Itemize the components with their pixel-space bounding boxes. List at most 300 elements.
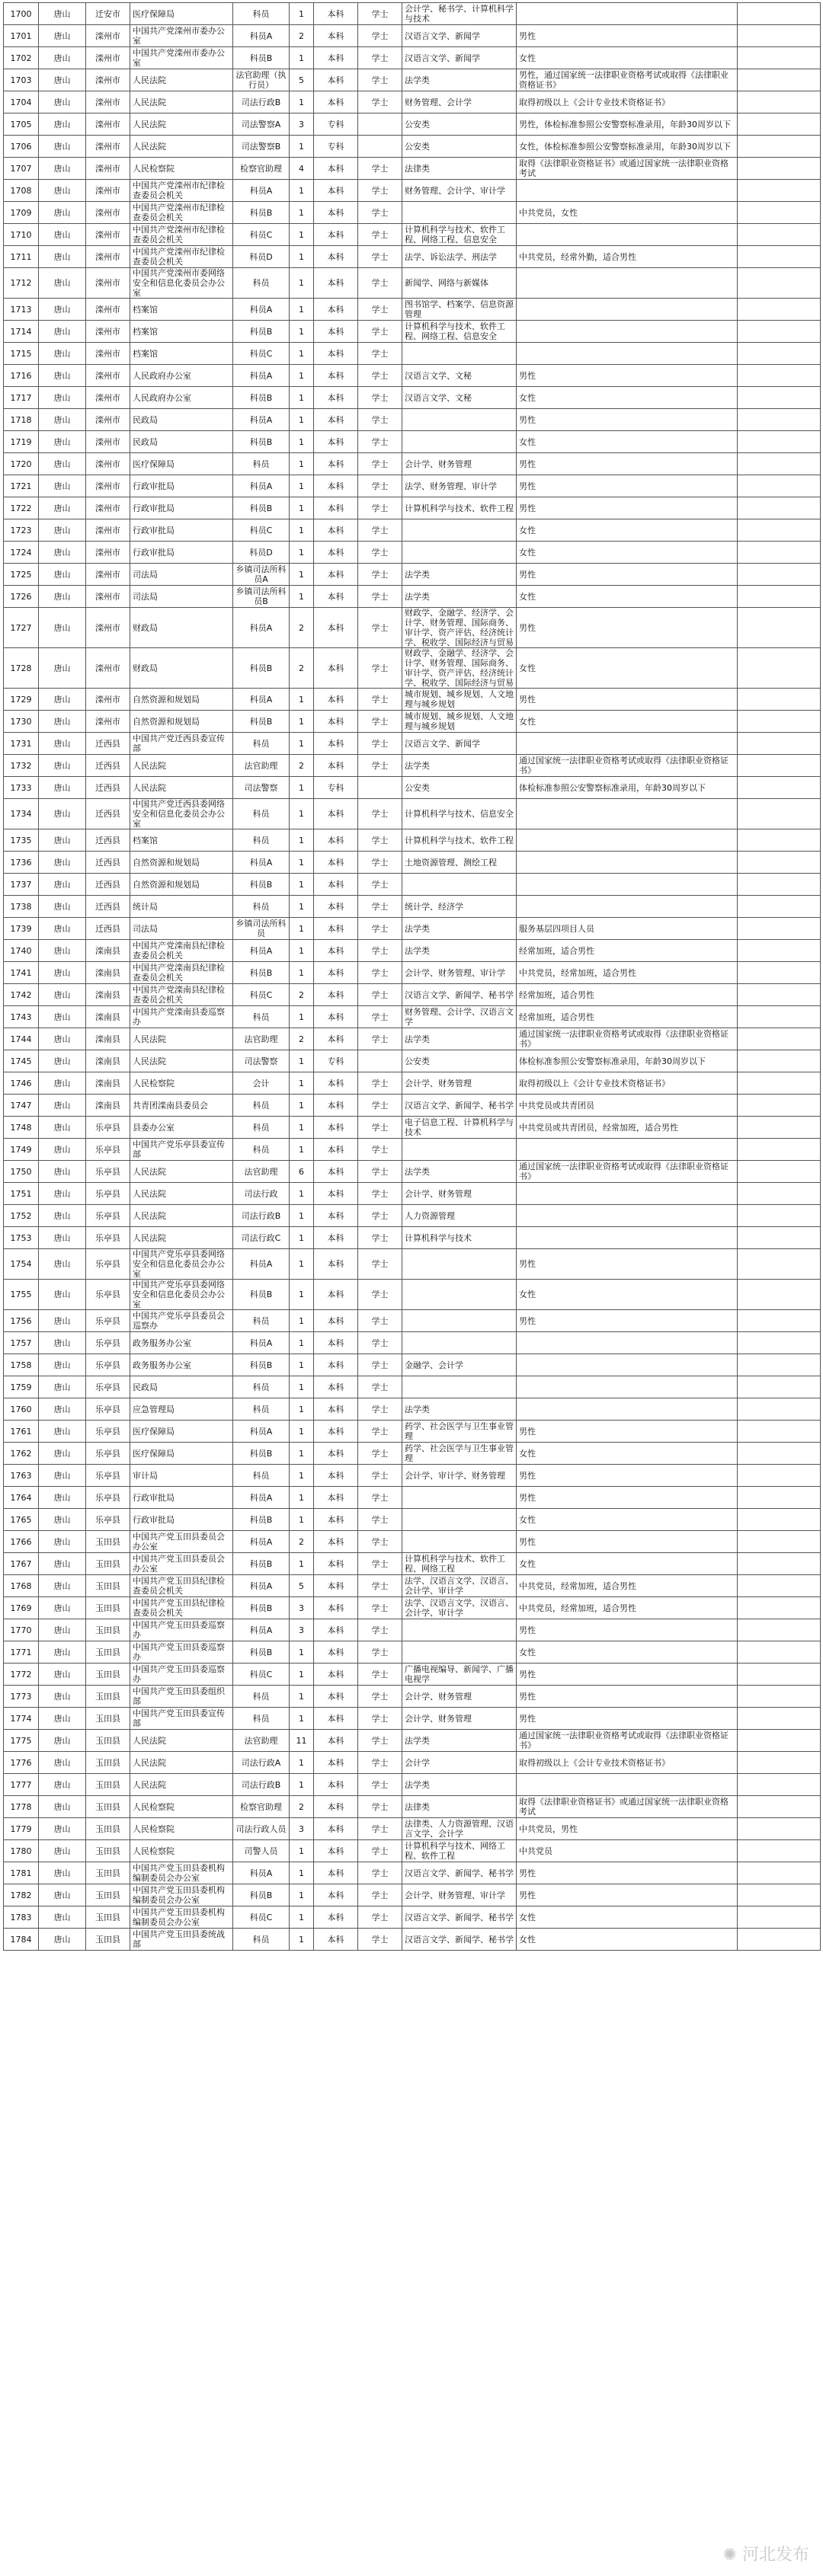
cell-education: 本科 (314, 1139, 358, 1161)
cell-row-id: 1731 (4, 733, 39, 755)
cell-agency: 人民检察院 (130, 1072, 233, 1095)
cell-row-id: 1703 (4, 69, 39, 91)
cell-row-id: 1740 (4, 940, 39, 962)
cell-agency: 人民法院 (130, 1183, 233, 1205)
cell-agency: 人民法院 (130, 1050, 233, 1072)
cell-education: 本科 (314, 711, 358, 733)
table-row (4, 1376, 821, 1398)
cell-city: 唐山 (39, 1095, 86, 1117)
cell-note (738, 1398, 821, 1421)
cell-city: 唐山 (39, 1421, 86, 1443)
cell-city: 唐山 (39, 1929, 86, 1951)
cell-degree: 学士 (358, 586, 402, 608)
table-row (4, 453, 821, 475)
cell-agency: 中国共产党滦南县纪律检查委员会机关 (130, 962, 233, 984)
cell-requirements (517, 1332, 738, 1354)
cell-county: 乐亭县 (86, 1443, 130, 1465)
cell-headcount: 1 (290, 1664, 314, 1686)
cell-city: 唐山 (39, 1280, 86, 1310)
cell-county: 玉田县 (86, 1619, 130, 1641)
cell-education: 本科 (314, 755, 358, 777)
table-row (4, 1161, 821, 1183)
cell-note (738, 1796, 821, 1818)
cell-position: 司法行政B (233, 1774, 290, 1796)
cell-agency: 人民法院 (130, 1774, 233, 1796)
cell-headcount: 1 (290, 1884, 314, 1906)
cell-city: 唐山 (39, 69, 86, 91)
cell-education: 本科 (314, 1906, 358, 1929)
cell-city: 唐山 (39, 202, 86, 224)
cell-row-id: 1764 (4, 1487, 39, 1509)
cell-row-id: 1743 (4, 1006, 39, 1028)
cell-county: 玉田县 (86, 1641, 130, 1664)
cell-agency: 人民检察院 (130, 158, 233, 180)
cell-city: 唐山 (39, 1774, 86, 1796)
cell-row-id: 1763 (4, 1465, 39, 1487)
cell-headcount: 1 (290, 1249, 314, 1280)
cell-major: 法律类 (402, 158, 517, 180)
cell-row-id: 1718 (4, 409, 39, 431)
cell-major: 新闻学、网络与新媒体 (402, 268, 517, 299)
cell-position: 司警人员 (233, 1840, 290, 1862)
watermark (723, 2542, 809, 2565)
cell-major (402, 542, 517, 564)
cell-headcount: 3 (290, 113, 314, 136)
cell-city: 唐山 (39, 409, 86, 431)
cell-county: 迁西县 (86, 918, 130, 940)
cell-requirements: 女性，体检标准参照公安警察标准录用，年龄30周岁以下 (517, 136, 738, 158)
cell-city: 唐山 (39, 1183, 86, 1205)
cell-county: 滦州市 (86, 202, 130, 224)
cell-major: 汉语言文学、新闻学、秘书学 (402, 1095, 517, 1117)
cell-agency: 医疗保障局 (130, 453, 233, 475)
cell-headcount: 1 (290, 962, 314, 984)
table-row (4, 852, 821, 874)
cell-agency: 中国共产党玉田县纪律检查委员会机关 (130, 1597, 233, 1619)
cell-requirements: 男性 (517, 365, 738, 387)
cell-degree: 学士 (358, 180, 402, 202)
cell-note (738, 1028, 821, 1050)
cell-note (738, 586, 821, 608)
cell-headcount: 2 (290, 648, 314, 689)
table-row (4, 1421, 821, 1443)
cell-major (402, 1249, 517, 1280)
cell-city: 唐山 (39, 1664, 86, 1686)
cell-note (738, 69, 821, 91)
cell-degree: 学士 (358, 1280, 402, 1310)
cell-headcount: 1 (290, 453, 314, 475)
cell-education: 本科 (314, 1884, 358, 1906)
cell-agency: 中国共产党玉田县委员会办公室 (130, 1553, 233, 1575)
cell-city: 唐山 (39, 136, 86, 158)
table-row (4, 586, 821, 608)
cell-degree: 学士 (358, 711, 402, 733)
cell-agency: 县委办公室 (130, 1117, 233, 1139)
cell-position: 司法警察 (233, 1050, 290, 1072)
cell-county: 玉田县 (86, 1818, 130, 1840)
cell-agency: 档案馆 (130, 299, 233, 321)
cell-degree: 学士 (358, 648, 402, 689)
cell-requirements: 中共党员，经常外勤，适合男性 (517, 246, 738, 268)
cell-education: 本科 (314, 1310, 358, 1332)
cell-degree: 学士 (358, 689, 402, 711)
cell-note (738, 962, 821, 984)
cell-degree: 学士 (358, 940, 402, 962)
cell-city: 唐山 (39, 1619, 86, 1641)
table-row (4, 1443, 821, 1465)
cell-agency: 自然资源和规划局 (130, 874, 233, 896)
cell-education: 本科 (314, 246, 358, 268)
cell-row-id: 1738 (4, 896, 39, 918)
cell-degree: 学士 (358, 1310, 402, 1332)
cell-position: 科员B (233, 648, 290, 689)
cell-major: 法学类 (402, 1028, 517, 1050)
cell-county: 乐亭县 (86, 1310, 130, 1332)
cell-headcount: 1 (290, 542, 314, 564)
cell-position: 科员A (233, 180, 290, 202)
table-row (4, 1398, 821, 1421)
table-row (4, 1050, 821, 1072)
cell-education: 本科 (314, 542, 358, 564)
cell-note (738, 246, 821, 268)
cell-requirements: 男性 (517, 689, 738, 711)
cell-city: 唐山 (39, 984, 86, 1006)
cell-position: 会计 (233, 1072, 290, 1095)
cell-note (738, 1929, 821, 1951)
cell-row-id: 1768 (4, 1575, 39, 1597)
cell-row-id: 1783 (4, 1906, 39, 1929)
cell-city: 唐山 (39, 1862, 86, 1884)
table-row (4, 1641, 821, 1664)
cell-position: 司法行政B (233, 91, 290, 113)
cell-degree: 学士 (358, 1095, 402, 1117)
cell-row-id: 1773 (4, 1686, 39, 1708)
cell-education: 本科 (314, 984, 358, 1006)
cell-row-id: 1719 (4, 431, 39, 453)
cell-row-id: 1759 (4, 1376, 39, 1398)
cell-note (738, 733, 821, 755)
cell-headcount: 1 (290, 1332, 314, 1354)
cell-position: 科员C (233, 1664, 290, 1686)
cell-requirements: 男性 (517, 1619, 738, 1641)
cell-note (738, 542, 821, 564)
cell-requirements (517, 829, 738, 852)
cell-row-id: 1781 (4, 1862, 39, 1884)
cell-position: 科员B (233, 1641, 290, 1664)
cell-row-id: 1732 (4, 755, 39, 777)
cell-note (738, 1161, 821, 1183)
cell-headcount: 2 (290, 755, 314, 777)
cell-position: 司法行政C (233, 1227, 290, 1249)
cell-note (738, 896, 821, 918)
cell-requirements: 中共党员，男性 (517, 1818, 738, 1840)
cell-major: 法学类 (402, 1730, 517, 1752)
cell-position: 科员A (233, 689, 290, 711)
cell-row-id: 1713 (4, 299, 39, 321)
cell-city: 唐山 (39, 586, 86, 608)
cell-requirements: 男性 (517, 1465, 738, 1487)
cell-agency: 中国共产党玉田县委宣传部 (130, 1708, 233, 1730)
cell-agency: 中国共产党玉田县委巡察办 (130, 1619, 233, 1641)
cell-county: 滦州市 (86, 113, 130, 136)
cell-degree: 学士 (358, 1183, 402, 1205)
cell-note (738, 1686, 821, 1708)
cell-education: 本科 (314, 1641, 358, 1664)
cell-education: 本科 (314, 1072, 358, 1095)
table-row (4, 343, 821, 365)
cell-agency: 档案馆 (130, 321, 233, 343)
cell-headcount: 2 (290, 25, 314, 47)
table-row (4, 365, 821, 387)
cell-county: 玉田县 (86, 1730, 130, 1752)
cell-requirements (517, 268, 738, 299)
cell-agency: 人民法院 (130, 777, 233, 799)
cell-education: 本科 (314, 1752, 358, 1774)
cell-major: 会计学、财务管理 (402, 1686, 517, 1708)
cell-education: 专科 (314, 777, 358, 799)
cell-education: 本科 (314, 1161, 358, 1183)
cell-position: 科员B (233, 47, 290, 69)
cell-education: 本科 (314, 1597, 358, 1619)
cell-education: 本科 (314, 1465, 358, 1487)
table-row (4, 1906, 821, 1929)
table-row (4, 799, 821, 829)
cell-education: 本科 (314, 268, 358, 299)
cell-city: 唐山 (39, 343, 86, 365)
cell-headcount: 1 (290, 1227, 314, 1249)
cell-education: 本科 (314, 409, 358, 431)
cell-degree: 学士 (358, 829, 402, 852)
cell-city: 唐山 (39, 777, 86, 799)
cell-row-id: 1710 (4, 224, 39, 246)
cell-city: 唐山 (39, 246, 86, 268)
table-row (4, 1205, 821, 1227)
cell-position: 科员C (233, 984, 290, 1006)
cell-major (402, 1641, 517, 1664)
table-row (4, 1730, 821, 1752)
cell-education: 本科 (314, 1531, 358, 1553)
cell-note (738, 1884, 821, 1906)
cell-requirements: 男性 (517, 1421, 738, 1443)
table-row (4, 1840, 821, 1862)
cell-headcount: 1 (290, 246, 314, 268)
cell-agency: 共青团滦南县委员会 (130, 1095, 233, 1117)
cell-agency: 人民法院 (130, 1227, 233, 1249)
cell-city: 唐山 (39, 1487, 86, 1509)
cell-degree: 学士 (358, 1227, 402, 1249)
cell-degree: 学士 (358, 475, 402, 497)
cell-major: 汉语言文学、新闻学、秘书学 (402, 1929, 517, 1951)
cell-city: 唐山 (39, 1686, 86, 1708)
cell-note (738, 1465, 821, 1487)
cell-degree: 学士 (358, 1465, 402, 1487)
cell-row-id: 1750 (4, 1161, 39, 1183)
cell-city: 唐山 (39, 47, 86, 69)
cell-major: 法学、财务管理、审计学 (402, 475, 517, 497)
cell-agency: 财政局 (130, 648, 233, 689)
cell-major: 计算机科学与技术、软件工程 (402, 497, 517, 519)
cell-city: 唐山 (39, 1906, 86, 1929)
cell-county: 滦州市 (86, 648, 130, 689)
cell-requirements: 中共党员 (517, 1840, 738, 1862)
cell-city: 唐山 (39, 1443, 86, 1465)
table-row (4, 1006, 821, 1028)
cell-agency: 自然资源和规划局 (130, 689, 233, 711)
cell-row-id: 1705 (4, 113, 39, 136)
cell-city: 唐山 (39, 1050, 86, 1072)
cell-degree: 学士 (358, 1641, 402, 1664)
table-row (4, 755, 821, 777)
cell-row-id: 1776 (4, 1752, 39, 1774)
cell-major: 法学类 (402, 69, 517, 91)
cell-headcount: 1 (290, 202, 314, 224)
cell-county: 滦南县 (86, 1050, 130, 1072)
cell-agency: 医疗保障局 (130, 1443, 233, 1465)
cell-position: 科员B (233, 1509, 290, 1531)
cell-requirements: 体检标准参照公安警察标准录用，年龄30周岁以下 (517, 1050, 738, 1072)
cell-education: 本科 (314, 1686, 358, 1708)
cell-major: 法学类 (402, 755, 517, 777)
cell-headcount: 1 (290, 1686, 314, 1708)
cell-major: 财务管理、会计学 (402, 91, 517, 113)
cell-note (738, 608, 821, 648)
cell-education: 专科 (314, 1050, 358, 1072)
cell-position: 科员D (233, 246, 290, 268)
cell-major: 汉语言文学、新闻学 (402, 47, 517, 69)
cell-position: 科员 (233, 1095, 290, 1117)
cell-agency: 行政审批局 (130, 475, 233, 497)
cell-row-id: 1758 (4, 1354, 39, 1376)
table-row (4, 113, 821, 136)
cell-requirements (517, 1354, 738, 1376)
cell-headcount: 1 (290, 497, 314, 519)
cell-degree: 学士 (358, 1619, 402, 1641)
cell-county: 乐亭县 (86, 1205, 130, 1227)
cell-agency: 人民政府办公室 (130, 365, 233, 387)
cell-major (402, 1619, 517, 1641)
cell-requirements: 取得初级以上《会计专业技术资格证书》 (517, 91, 738, 113)
cell-headcount: 3 (290, 1619, 314, 1641)
cell-row-id: 1709 (4, 202, 39, 224)
cell-position: 科员B (233, 874, 290, 896)
cell-agency: 人民法院 (130, 1752, 233, 1774)
cell-degree: 学士 (358, 1818, 402, 1840)
cell-agency: 中国共产党玉田县委组织部 (130, 1686, 233, 1708)
cell-note (738, 343, 821, 365)
cell-city: 唐山 (39, 874, 86, 896)
table-row (4, 1818, 821, 1840)
cell-major: 会计学、财务管理、审计学 (402, 1884, 517, 1906)
cell-headcount: 1 (290, 1095, 314, 1117)
cell-city: 唐山 (39, 1332, 86, 1354)
cell-headcount: 1 (290, 365, 314, 387)
cell-degree: 学士 (358, 1161, 402, 1183)
cell-city: 唐山 (39, 1465, 86, 1487)
cell-major: 公安类 (402, 136, 517, 158)
cell-position: 科员B (233, 962, 290, 984)
cell-position: 科员 (233, 1376, 290, 1398)
cell-city: 唐山 (39, 1531, 86, 1553)
cell-education: 本科 (314, 1708, 358, 1730)
cell-requirements: 男性 (517, 1310, 738, 1332)
cell-requirements (517, 896, 738, 918)
cell-note (738, 321, 821, 343)
cell-note (738, 113, 821, 136)
cell-county: 滦州市 (86, 136, 130, 158)
cell-major: 土地资源管理、测绘工程 (402, 852, 517, 874)
cell-requirements (517, 224, 738, 246)
cell-note (738, 180, 821, 202)
cell-requirements: 男性 (517, 453, 738, 475)
cell-county: 滦州市 (86, 542, 130, 564)
cell-position: 科员 (233, 1708, 290, 1730)
cell-county: 滦州市 (86, 711, 130, 733)
cell-major (402, 1139, 517, 1161)
cell-row-id: 1722 (4, 497, 39, 519)
cell-note (738, 497, 821, 519)
cell-education: 本科 (314, 519, 358, 542)
cell-headcount: 1 (290, 136, 314, 158)
cell-agency: 司法局 (130, 564, 233, 586)
cell-degree: 学士 (358, 1006, 402, 1028)
cell-major: 金融学、会计学 (402, 1354, 517, 1376)
cell-agency: 中国共产党玉田县委巡察办 (130, 1664, 233, 1686)
cell-city: 唐山 (39, 608, 86, 648)
cell-note (738, 1205, 821, 1227)
cell-county: 滦州市 (86, 586, 130, 608)
cell-education: 本科 (314, 224, 358, 246)
cell-education: 本科 (314, 1840, 358, 1862)
cell-headcount: 2 (290, 984, 314, 1006)
cell-education: 本科 (314, 1443, 358, 1465)
cell-requirements (517, 1139, 738, 1161)
cell-requirements: 经常加班，适合男性 (517, 940, 738, 962)
cell-headcount: 1 (290, 1553, 314, 1575)
cell-position: 科员C (233, 519, 290, 542)
cell-row-id: 1762 (4, 1443, 39, 1465)
cell-headcount: 1 (290, 1354, 314, 1376)
cell-headcount: 2 (290, 1531, 314, 1553)
cell-degree: 学士 (358, 1205, 402, 1227)
cell-agency: 中国共产党乐亭县委员会巡察办 (130, 1310, 233, 1332)
cell-education: 本科 (314, 1553, 358, 1575)
cell-education: 本科 (314, 1028, 358, 1050)
cell-degree: 学士 (358, 962, 402, 984)
cell-requirements (517, 1227, 738, 1249)
cell-headcount: 1 (290, 224, 314, 246)
cell-row-id: 1741 (4, 962, 39, 984)
cell-education: 本科 (314, 497, 358, 519)
cell-position: 司法行政A (233, 1752, 290, 1774)
cell-major: 汉语言文学、文秘 (402, 387, 517, 409)
cell-major (402, 1487, 517, 1509)
cell-position: 法官助理 (233, 1161, 290, 1183)
cell-major: 财务管理、会计学、审计学 (402, 180, 517, 202)
cell-city: 唐山 (39, 224, 86, 246)
table-row (4, 387, 821, 409)
cell-headcount: 1 (290, 475, 314, 497)
cell-city: 唐山 (39, 1796, 86, 1818)
cell-agency: 行政审批局 (130, 1509, 233, 1531)
cell-degree: 学士 (358, 1421, 402, 1443)
cell-note (738, 1421, 821, 1443)
cell-city: 唐山 (39, 180, 86, 202)
cell-education: 本科 (314, 180, 358, 202)
cell-row-id: 1708 (4, 180, 39, 202)
table-row (4, 1095, 821, 1117)
table-row (4, 940, 821, 962)
cell-position: 科员A (233, 409, 290, 431)
